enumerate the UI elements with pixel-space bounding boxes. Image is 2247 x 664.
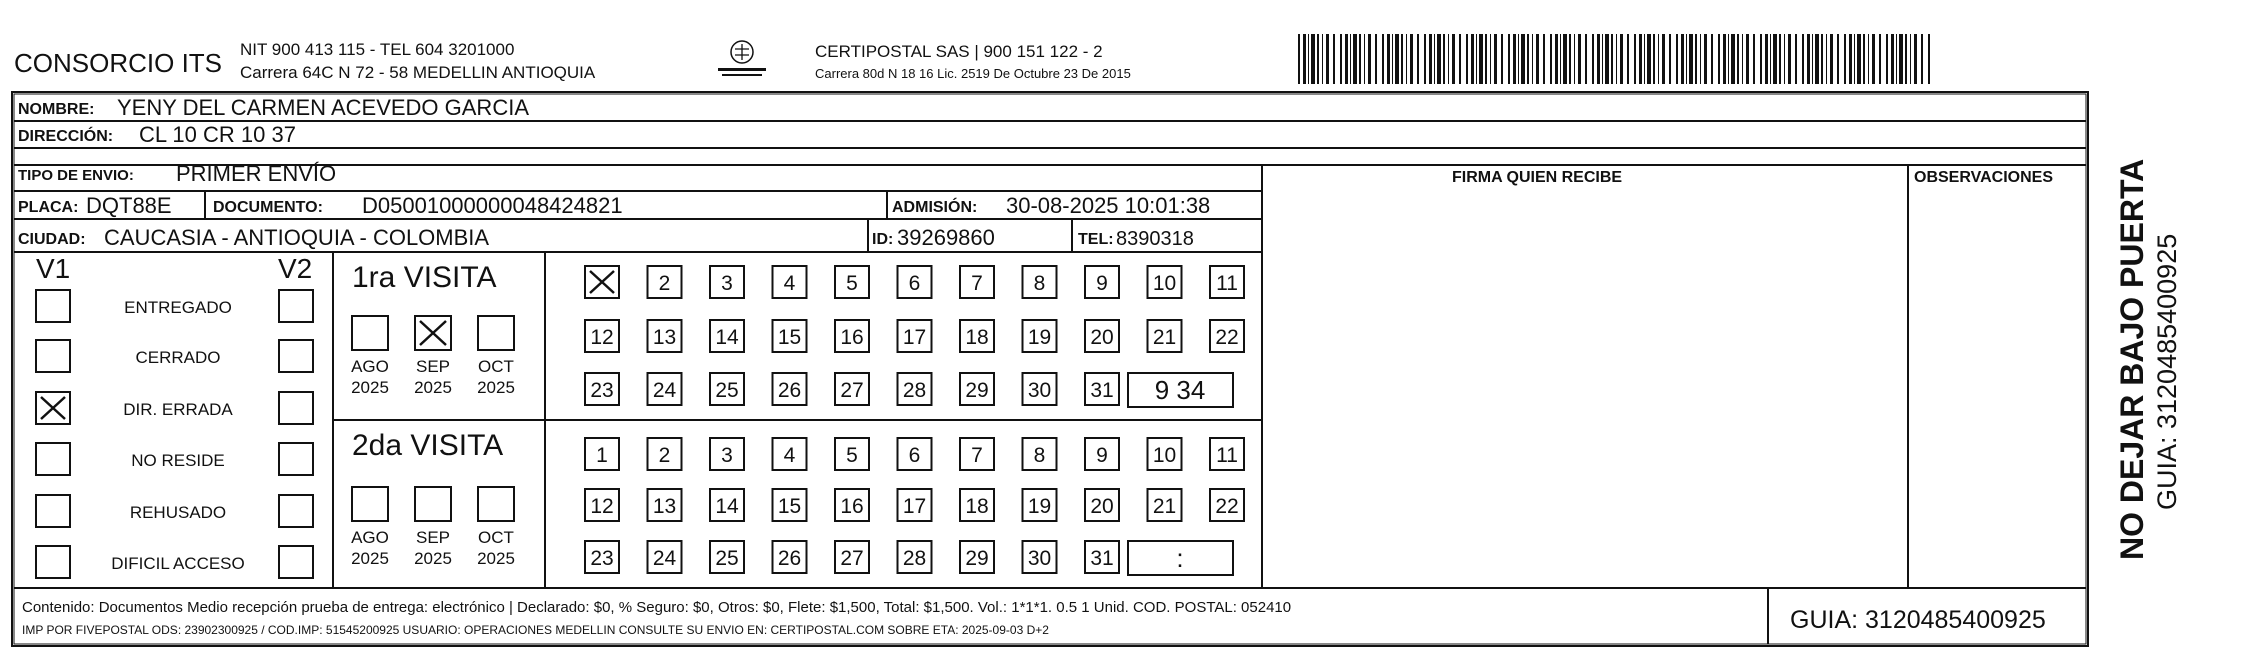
day-number: 8 — [1033, 272, 1046, 295]
day-number: 15 — [777, 495, 802, 518]
status-label: REHUSADO — [129, 503, 227, 522]
status-row — [36, 290, 313, 322]
day-number: 1 — [596, 444, 608, 467]
month-name: SEP — [415, 357, 451, 376]
status-label: NO RESIDE — [131, 451, 225, 470]
day-number: 3 — [721, 272, 733, 295]
day-number: 16 — [840, 495, 864, 518]
day-box[interactable] — [898, 266, 932, 298]
placa-value: DQT88E — [86, 193, 172, 218]
month-checkbox[interactable] — [352, 316, 388, 350]
day-number: 29 — [965, 379, 989, 402]
day-box[interactable] — [1023, 489, 1057, 521]
status-row — [36, 546, 313, 578]
v2-checkbox[interactable] — [279, 290, 313, 322]
day-box[interactable] — [1085, 541, 1119, 573]
day-box[interactable] — [1210, 320, 1244, 352]
day-box[interactable] — [710, 373, 744, 405]
day-box[interactable] — [960, 266, 994, 298]
day-box[interactable] — [835, 320, 869, 352]
day-number: 30 — [1027, 379, 1052, 402]
v2-checkbox[interactable] — [279, 495, 313, 527]
day-number: 18 — [965, 495, 989, 518]
day-number: 14 — [715, 495, 739, 518]
day-box[interactable] — [710, 489, 744, 521]
status-column — [36, 253, 313, 578]
barcode — [1298, 34, 1930, 84]
visit-1-title: 1ra VISITA — [352, 261, 497, 294]
month-name: OCT — [478, 357, 514, 376]
day-number: 10 — [1152, 272, 1177, 295]
day-box[interactable] — [960, 320, 994, 352]
direccion-label: DIRECCIÓN: — [18, 128, 114, 145]
month-option — [414, 316, 452, 397]
day-box[interactable] — [898, 489, 932, 521]
recipient-fields — [18, 95, 2053, 250]
day-box[interactable] — [835, 489, 869, 521]
v1-checkbox[interactable] — [36, 495, 70, 527]
day-number: 5 — [846, 444, 858, 467]
visit-2 — [351, 429, 1244, 575]
day-box[interactable] — [773, 541, 807, 573]
day-box[interactable] — [898, 373, 932, 405]
footer — [22, 599, 2046, 637]
v1-checkbox[interactable] — [36, 392, 70, 424]
month-option — [351, 316, 389, 397]
status-row — [36, 340, 313, 372]
address-line: Carrera 64C N 72 - 58 MEDELLIN ANTIOQUIA — [240, 63, 596, 82]
day-number: 6 — [908, 444, 921, 467]
day-number: 27 — [840, 379, 864, 402]
day-number: 6 — [908, 272, 921, 295]
day-number: 23 — [590, 379, 614, 402]
admision-value: 30-08-2025 10:01:38 — [1006, 193, 1211, 218]
certipostal-line-2: Carrera 80d N 18 16 Lic. 2519 De Octubre 23 De 2015 — [815, 66, 1131, 81]
day-box[interactable] — [648, 266, 682, 298]
tel-value: 8390318 — [1116, 228, 1194, 250]
month-name: SEP — [415, 528, 451, 547]
month-year: 2025 — [414, 549, 452, 568]
time-value: 9 34 — [1154, 375, 1206, 405]
month-checkbox[interactable] — [478, 316, 514, 350]
day-number: 26 — [777, 379, 802, 402]
day-number: 9 — [1096, 272, 1108, 295]
month-year: 2025 — [351, 378, 389, 397]
day-box[interactable] — [960, 438, 994, 470]
v2-checkbox[interactable] — [279, 443, 313, 475]
day-number: 26 — [777, 547, 802, 570]
month-year: 2025 — [351, 549, 389, 568]
month-name: AGO — [351, 357, 389, 376]
day-number: 17 — [902, 326, 927, 349]
day-box[interactable] — [1085, 320, 1119, 352]
month-option — [414, 487, 452, 568]
tel-label: TEL: — [1078, 231, 1114, 248]
month-checkbox[interactable] — [478, 487, 514, 521]
day-number: 12 — [590, 495, 614, 518]
month-checkbox[interactable] — [415, 487, 451, 521]
day-number: 16 — [840, 326, 864, 349]
id-value: 39269860 — [897, 225, 995, 250]
month-name: OCT — [478, 528, 514, 547]
certipostal-logo — [718, 41, 766, 76]
status-row — [36, 392, 313, 424]
footer-line-2: IMP POR FIVEPOSTAL ODS: 23902300925 / COD.IMP: 51545200925 USUARIO: OPERACIONES MEDELLIN CONSULTE SU ENVIO EN: CERTIPOSTAL.COM SOBRE ETA: 2025-09-03 D+2 — [22, 623, 1049, 637]
time-value: : — [1176, 543, 1184, 573]
day-number: 22 — [1215, 495, 1239, 518]
tipo-envio-label: TIPO DE ENVIO: — [18, 167, 134, 184]
day-number: 25 — [715, 547, 739, 570]
day-number: 13 — [652, 326, 677, 349]
day-number: 18 — [965, 326, 989, 349]
status-label: CERRADO — [135, 348, 221, 367]
day-box[interactable] — [773, 320, 807, 352]
month-checkbox[interactable] — [415, 316, 451, 350]
day-number: 4 — [783, 444, 796, 467]
footer-line-1: Contenido: Documentos Medio recepción prueba de entrega: electrónico | Declarado: $0, % Seguro: $0, Otros: $0, Flete: $1,500, Total: $1,500. Vol.: 1*1*1. 0.5 1 Unid. COD. POSTAL: 052410 — [22, 599, 1292, 616]
day-box[interactable] — [773, 438, 807, 470]
day-number: 24 — [652, 547, 677, 570]
day-number: 19 — [1027, 495, 1052, 518]
day-box[interactable] — [648, 373, 682, 405]
v1-checkbox[interactable] — [36, 290, 70, 322]
day-number: 21 — [1152, 495, 1177, 518]
observaciones-label: OBSERVACIONES — [1914, 169, 2053, 186]
status-label: DIFICIL ACCESO — [111, 554, 245, 573]
day-number: 8 — [1033, 444, 1046, 467]
v2-checkbox[interactable] — [279, 546, 313, 578]
v1-checkbox[interactable] — [36, 546, 70, 578]
day-box[interactable] — [585, 266, 619, 298]
firma-label: FIRMA QUIEN RECIBE — [1452, 169, 1623, 186]
day-box[interactable] — [898, 438, 932, 470]
day-number: 7 — [971, 444, 983, 467]
id-label: ID: — [872, 231, 894, 248]
ciudad-value: CAUCASIA - ANTIOQUIA - COLOMBIA — [104, 225, 490, 250]
day-number: 2 — [658, 272, 671, 295]
month-checkbox[interactable] — [352, 487, 388, 521]
day-box[interactable] — [1085, 266, 1119, 298]
day-box[interactable] — [898, 320, 932, 352]
certipostal-line-1: CERTIPOSTAL SAS | 900 151 122 - 2 — [815, 42, 1103, 61]
day-box[interactable] — [1085, 373, 1119, 405]
day-box[interactable] — [648, 541, 682, 573]
day-box[interactable] — [1023, 373, 1057, 405]
header — [14, 34, 1930, 84]
day-box[interactable] — [960, 489, 994, 521]
day-box[interactable] — [773, 373, 807, 405]
day-number: 24 — [652, 379, 677, 402]
visit-1 — [351, 261, 1244, 407]
day-number: 20 — [1090, 495, 1114, 518]
day-number: 30 — [1027, 547, 1052, 570]
day-number: 17 — [902, 495, 927, 518]
day-number: 9 — [1096, 444, 1108, 467]
day-number: 31 — [1090, 547, 1114, 570]
day-number: 20 — [1090, 326, 1114, 349]
status-row — [36, 495, 313, 527]
month-option — [477, 316, 515, 397]
day-box[interactable] — [960, 373, 994, 405]
nombre-label: NOMBRE: — [18, 101, 95, 118]
ciudad-label: CIUDAD: — [18, 231, 86, 248]
day-box[interactable] — [710, 266, 744, 298]
day-box[interactable] — [710, 541, 744, 573]
day-box[interactable] — [585, 489, 619, 521]
day-box[interactable] — [1210, 489, 1244, 521]
day-number: 7 — [971, 272, 983, 295]
day-box[interactable] — [1023, 320, 1057, 352]
month-option — [351, 487, 389, 568]
nombre-value: YENY DEL CARMEN ACEVEDO GARCIA — [117, 95, 529, 120]
status-label: DIR. ERRADA — [123, 400, 233, 419]
documento-value: D05001000000048424821 — [362, 193, 623, 218]
month-year: 2025 — [477, 378, 515, 397]
day-box[interactable] — [1148, 489, 1182, 521]
day-number: 19 — [1027, 326, 1052, 349]
day-number: 25 — [715, 379, 739, 402]
day-number: 12 — [590, 326, 614, 349]
month-year: 2025 — [414, 378, 452, 397]
day-number: 21 — [1152, 326, 1177, 349]
day-number: 28 — [902, 547, 927, 570]
day-box[interactable] — [648, 320, 682, 352]
day-box[interactable] — [835, 266, 869, 298]
footer-guia: GUIA: 3120485400925 — [1790, 606, 2046, 634]
side-guia: GUIA: 3120485400925 — [2152, 233, 2182, 510]
day-box[interactable] — [773, 266, 807, 298]
day-number: 28 — [902, 379, 927, 402]
day-box[interactable] — [710, 320, 744, 352]
day-number: 13 — [652, 495, 677, 518]
day-number: 14 — [715, 326, 739, 349]
placa-label: PLACA: — [18, 199, 79, 216]
day-box[interactable] — [1085, 438, 1119, 470]
direccion-value: CL 10 CR 10 37 — [139, 122, 296, 147]
v2-checkbox[interactable] — [279, 340, 313, 372]
day-box[interactable] — [585, 373, 619, 405]
day-number: 29 — [965, 547, 989, 570]
time-box[interactable] — [1128, 541, 1233, 575]
no-dejar-bajo-puerta: NO DEJAR BAJO PUERTA — [2114, 158, 2150, 560]
v1-label: V1 — [36, 253, 71, 284]
day-box[interactable] — [1210, 438, 1244, 470]
day-box[interactable] — [773, 489, 807, 521]
day-box[interactable] — [585, 541, 619, 573]
day-box[interactable] — [1148, 266, 1182, 298]
day-box[interactable] — [835, 541, 869, 573]
day-box[interactable] — [1023, 541, 1057, 573]
day-box[interactable] — [648, 438, 682, 470]
day-number: 15 — [777, 326, 802, 349]
day-box[interactable] — [835, 373, 869, 405]
day-box[interactable] — [1023, 266, 1057, 298]
nit-line: NIT 900 413 115 - TEL 604 3201000 — [240, 40, 515, 59]
day-number: 23 — [590, 547, 614, 570]
side-notice — [2114, 159, 2182, 560]
v2-label: V2 — [278, 253, 313, 284]
v2-checkbox[interactable] — [279, 392, 313, 424]
company-name: CONSORCIO ITS — [14, 48, 223, 78]
day-box[interactable] — [960, 541, 994, 573]
day-number: 10 — [1152, 444, 1177, 467]
day-number: 5 — [846, 272, 858, 295]
day-number: 3 — [721, 444, 733, 467]
day-box[interactable] — [585, 438, 619, 470]
admision-label: ADMISIÓN: — [892, 199, 978, 216]
day-number: 31 — [1090, 379, 1114, 402]
day-number: 27 — [840, 547, 864, 570]
day-number: 11 — [1216, 444, 1238, 467]
month-option — [477, 487, 515, 568]
day-box[interactable] — [1085, 489, 1119, 521]
day-box[interactable] — [898, 541, 932, 573]
month-name: AGO — [351, 528, 389, 547]
month-year: 2025 — [477, 549, 515, 568]
day-number: 2 — [658, 444, 671, 467]
day-number: 4 — [783, 272, 796, 295]
v1-checkbox[interactable] — [36, 443, 70, 475]
day-box[interactable] — [710, 438, 744, 470]
day-box[interactable] — [585, 320, 619, 352]
documento-label: DOCUMENTO: — [213, 199, 323, 216]
day-box[interactable] — [1023, 438, 1057, 470]
day-box[interactable] — [1148, 320, 1182, 352]
time-box[interactable] — [1128, 373, 1233, 407]
status-row — [36, 443, 313, 475]
day-box[interactable] — [648, 489, 682, 521]
v1-checkbox[interactable] — [36, 340, 70, 372]
day-number: 11 — [1216, 272, 1238, 295]
day-box[interactable] — [1210, 266, 1244, 298]
visit-2-title: 2da VISITA — [352, 429, 504, 462]
day-box[interactable] — [1148, 438, 1182, 470]
day-box[interactable] — [835, 438, 869, 470]
day-number: 22 — [1215, 326, 1239, 349]
tipo-envio-value: PRIMER ENVÍO — [176, 161, 337, 186]
status-label: ENTREGADO — [124, 298, 232, 317]
